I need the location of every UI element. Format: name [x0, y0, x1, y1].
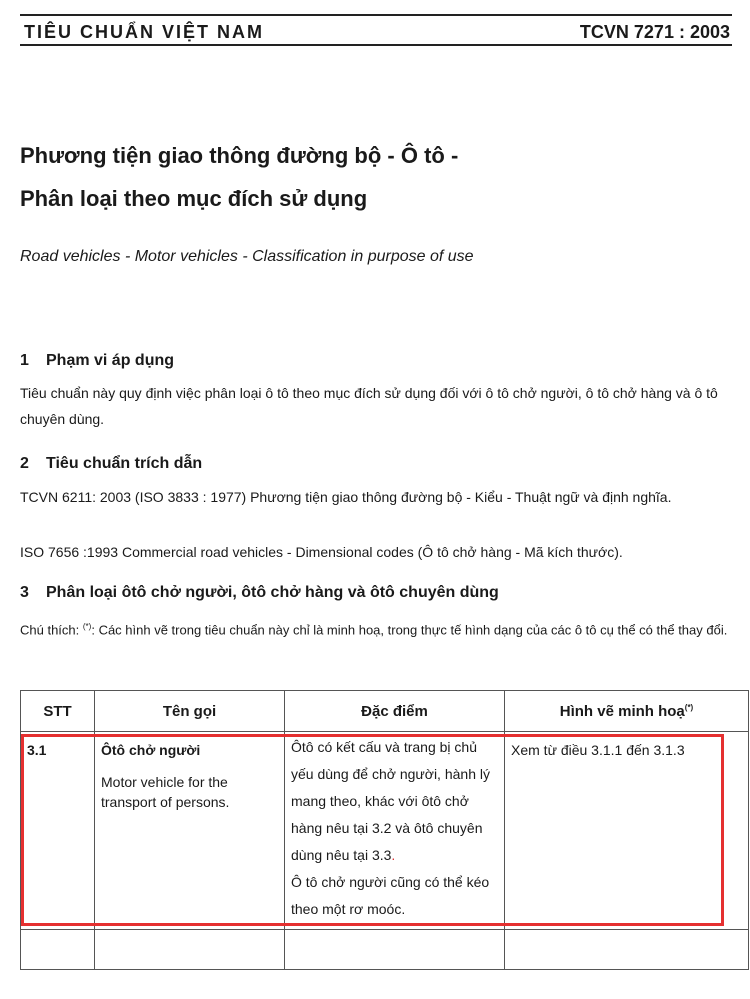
note-label: Chú thích: [20, 622, 80, 638]
section-3-number: 3 [20, 584, 29, 601]
document-title-line2: Phân loại theo mục đích sử dụng [20, 186, 368, 211]
highlight-box [21, 734, 724, 926]
empty-cell [21, 930, 95, 970]
section-3-heading [20, 584, 499, 602]
section-2-reference-2: ISO 7656 :1993 Commercial road vehicles - Dimensional codes (Ô tô chở hàng - Mã kích thước). [20, 544, 623, 560]
note-mark: (*) [82, 622, 92, 631]
section-2-heading [20, 455, 202, 473]
document-header [20, 14, 732, 46]
section-2-title: Tiêu chuẩn trích dẫn [46, 455, 203, 472]
row-features-dot: . [391, 847, 396, 863]
empty-cell [95, 930, 285, 970]
section-2-reference-1: TCVN 6211: 2003 (ISO 3833 : 1977) Phương tiện giao thông đường bộ - Kiểu - Thuật ngữ và định nghĩa. [20, 489, 672, 505]
header-illustration [505, 691, 749, 732]
empty-cell [285, 930, 505, 970]
document-title-english: Road vehicles - Motor vehicles - Classification in purpose of use [20, 248, 474, 265]
row-illustration: Xem từ điều 3.1.1 đến 3.1.3 [511, 742, 685, 758]
section-3-title: Phân loại ôtô chở người, ôtô chở hàng và ôtô chuyên dùng [46, 584, 499, 601]
empty-cell [505, 930, 749, 970]
row-name-en: Motor vehicle for the transport of persons. [101, 774, 230, 810]
header-standard-label: TIÊU CHUẨN VIỆT NAM [24, 22, 264, 42]
table-row-empty [21, 930, 749, 970]
section-3-note [20, 614, 736, 642]
header-features: Đặc điểm [285, 691, 505, 732]
table-header-row [21, 691, 749, 732]
header-name: Tên gọi [95, 691, 285, 732]
section-1-text: Tiêu chuẩn này quy định việc phân loại ô tô theo mục đích sử dụng đối với ô tô chở người, ô tô chở hàng và ô tô chuyên dùng. [20, 385, 718, 427]
document-title-line1: Phương tiện giao thông đường bộ - Ô tô - [20, 143, 459, 168]
section-2-number: 2 [20, 455, 29, 472]
header-stt: STT [21, 691, 95, 732]
section-1-title: Phạm vi áp dụng [46, 352, 175, 369]
note-text: : Các hình vẽ trong tiêu chuẩn này chỉ là minh hoạ, trong thực tế hình dạng của các ô tô cụ thể có thể thay đổi. [91, 622, 728, 638]
section-1-heading [20, 352, 174, 370]
row-name-vi: Ôtô chở người [101, 742, 201, 758]
header-illustration-label: Hình vẽ minh hoạ [559, 702, 685, 720]
row-stt: 3.1 [27, 742, 47, 758]
section-1-number: 1 [20, 352, 29, 369]
row-features-text: Ôtô có kết cấu và trang bị chủ yếu dùng để chở người, hành lý mang theo, khác với ôtô chở hàng nêu tại 3.2 và ôtô chuyên dùng nêu tại 3.3 [291, 739, 490, 863]
row-features-text-2: Ô tô chở người cũng có thể kéo theo một rơ moóc. [291, 874, 490, 917]
header-illustration-mark: (*) [684, 702, 694, 712]
header-standard-code: TCVN 7271 : 2003 [579, 22, 730, 42]
